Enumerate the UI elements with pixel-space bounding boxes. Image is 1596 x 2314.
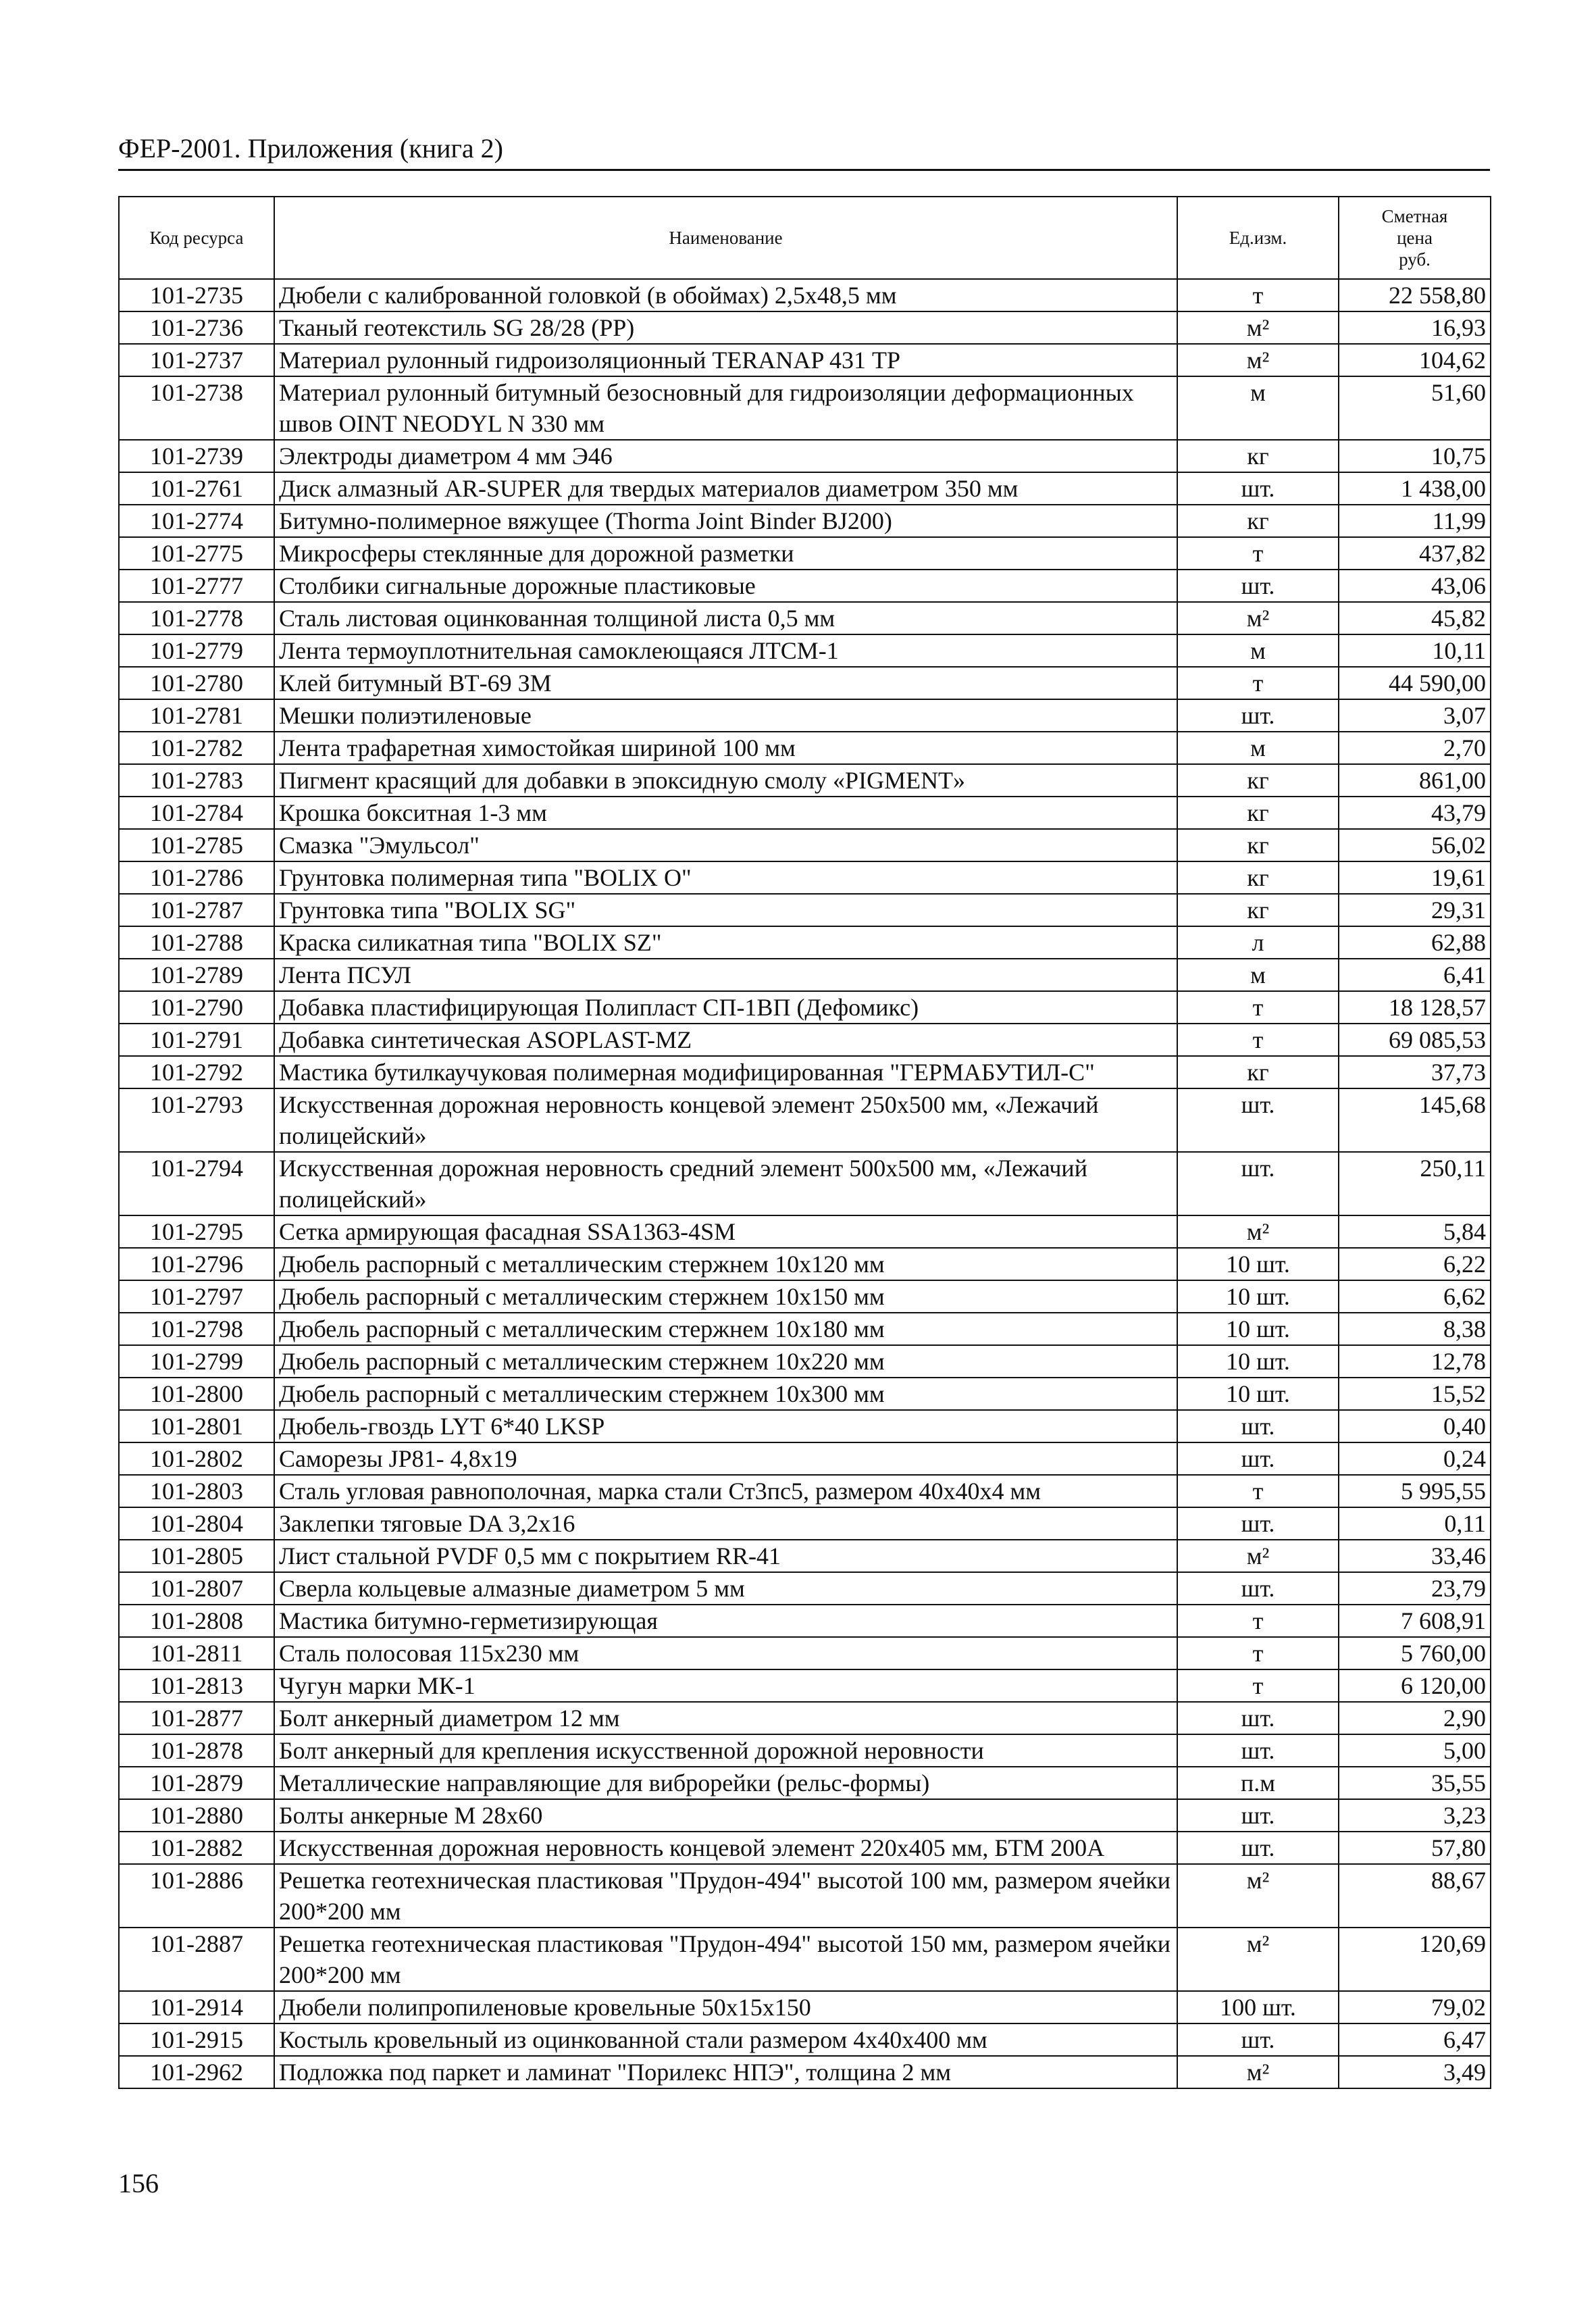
table-row (119, 2023, 1491, 2056)
cell-resource-name: Сверла кольцевые алмазные диаметром 5 мм (274, 1572, 1177, 1605)
cell-resource-code: 101-2781 (119, 699, 274, 732)
column-header-name: Наименование (274, 197, 1177, 279)
cell-resource-code: 101-2880 (119, 1799, 274, 1832)
cell-resource-code: 101-2807 (119, 1572, 274, 1605)
cell-price: 5,00 (1339, 1734, 1491, 1767)
cell-resource-name: Дюбель-гвоздь LYT 6*40 LKSP (274, 1410, 1177, 1442)
cell-price: 44 590,00 (1339, 667, 1491, 699)
cell-resource-code: 101-2791 (119, 1024, 274, 1056)
cell-price: 3,07 (1339, 699, 1491, 732)
cell-unit: кг (1177, 894, 1339, 926)
table-row (119, 1540, 1491, 1572)
column-header-price-line: цена (1397, 228, 1433, 248)
cell-price: 0,11 (1339, 1507, 1491, 1540)
cell-resource-name: Саморезы JP81- 4,8х19 (274, 1442, 1177, 1475)
table-row (119, 1605, 1491, 1637)
table-row (119, 1152, 1491, 1215)
cell-resource-code: 101-2797 (119, 1280, 274, 1313)
table-row (119, 764, 1491, 797)
cell-price: 861,00 (1339, 764, 1491, 797)
cell-resource-name: Болт анкерный для крепления искусственной дорожной неровности (274, 1734, 1177, 1767)
cell-resource-code: 101-2799 (119, 1345, 274, 1378)
cell-price: 37,73 (1339, 1056, 1491, 1088)
cell-resource-name: Чугун марки МК-1 (274, 1669, 1177, 1702)
cell-resource-code: 101-2879 (119, 1767, 274, 1799)
cell-price: 69 085,53 (1339, 1024, 1491, 1056)
cell-resource-name: Дюбель распорный с металлическим стержнем 10х120 мм (274, 1248, 1177, 1280)
table-row (119, 667, 1491, 699)
cell-resource-code: 101-2808 (119, 1605, 274, 1637)
table-body (119, 279, 1491, 2088)
cell-resource-name: Сетка армирующая фасадная SSA1363-4SM (274, 1215, 1177, 1248)
cell-resource-name: Смазка "Эмульсол" (274, 829, 1177, 861)
cell-resource-name: Заклепки тяговые DA 3,2х16 (274, 1507, 1177, 1540)
cell-resource-name: Дюбель распорный с металлическим стержнем 10х150 мм (274, 1280, 1177, 1313)
cell-unit: м² (1177, 1864, 1339, 1928)
cell-resource-code: 101-2877 (119, 1702, 274, 1734)
cell-resource-name: Болт анкерный диаметром 12 мм (274, 1702, 1177, 1734)
cell-unit: м (1177, 959, 1339, 991)
cell-price: 56,02 (1339, 829, 1491, 861)
cell-unit: м² (1177, 1215, 1339, 1248)
table-row (119, 602, 1491, 634)
cell-resource-name: Дюбели с калиброванной головкой (в обоймах) 2,5х48,5 мм (274, 279, 1177, 311)
cell-price: 3,49 (1339, 2056, 1491, 2088)
cell-resource-name: Клей битумный ВТ-69 ЗМ (274, 667, 1177, 699)
cell-resource-name: Искусственная дорожная неровность средний элемент 500х500 мм, «Лежачий полицейский» (274, 1152, 1177, 1215)
cell-price: 6 120,00 (1339, 1669, 1491, 1702)
cell-price: 88,67 (1339, 1864, 1491, 1928)
cell-unit: шт. (1177, 1832, 1339, 1864)
table-row (119, 1669, 1491, 1702)
page-header-title: ФЕР-2001. Приложения (книга 2) (118, 133, 503, 164)
cell-unit: 100 шт. (1177, 1991, 1339, 2023)
table-row (119, 634, 1491, 667)
cell-unit: 10 шт. (1177, 1280, 1339, 1313)
table-row (119, 1637, 1491, 1669)
cell-resource-name: Сталь полосовая 115х230 мм (274, 1637, 1177, 1669)
resource-price-table-container (118, 196, 1490, 2089)
cell-unit: кг (1177, 440, 1339, 472)
cell-resource-code: 101-2735 (119, 279, 274, 311)
table-row (119, 1280, 1491, 1313)
cell-unit: шт. (1177, 1088, 1339, 1152)
cell-price: 5 760,00 (1339, 1637, 1491, 1669)
column-header-unit: Ед.изм. (1177, 197, 1339, 279)
cell-resource-code: 101-2882 (119, 1832, 274, 1864)
cell-resource-name: Микросферы стеклянные для дорожной разметки (274, 537, 1177, 570)
cell-resource-name: Искусственная дорожная неровность концевой элемент 220х405 мм, БТМ 200А (274, 1832, 1177, 1864)
cell-unit: м (1177, 732, 1339, 764)
cell-resource-name: Подложка под паркет и ламинат "Порилекс НПЭ", толщина 2 мм (274, 2056, 1177, 2088)
cell-resource-name: Грунтовка типа "BOLIX SG" (274, 894, 1177, 926)
table-row (119, 537, 1491, 570)
cell-price: 104,62 (1339, 344, 1491, 376)
cell-unit: кг (1177, 797, 1339, 829)
cell-unit: кг (1177, 829, 1339, 861)
table-row (119, 829, 1491, 861)
cell-price: 250,11 (1339, 1152, 1491, 1215)
cell-resource-code: 101-2780 (119, 667, 274, 699)
cell-unit: м (1177, 634, 1339, 667)
column-header-price-line: Сметная (1381, 206, 1448, 226)
resource-price-table (118, 196, 1491, 2089)
column-header-price (1339, 197, 1491, 279)
cell-unit: 10 шт. (1177, 1248, 1339, 1280)
cell-unit: шт. (1177, 472, 1339, 505)
table-row (119, 1024, 1491, 1056)
table-row (119, 1442, 1491, 1475)
cell-resource-code: 101-2962 (119, 2056, 274, 2088)
cell-resource-code: 101-2811 (119, 1637, 274, 1669)
table-row (119, 1928, 1491, 1991)
cell-resource-name: Металлические направляющие для виброрейки (рельс-формы) (274, 1767, 1177, 1799)
cell-unit: шт. (1177, 1702, 1339, 1734)
table-row (119, 505, 1491, 537)
cell-resource-name: Добавка пластифицирующая Полипласт СП-1ВП (Дефомикс) (274, 991, 1177, 1024)
cell-unit: м² (1177, 1928, 1339, 1991)
header-divider (118, 169, 1490, 171)
cell-unit: т (1177, 1024, 1339, 1056)
cell-unit: т (1177, 279, 1339, 311)
table-row (119, 959, 1491, 991)
cell-unit: т (1177, 1669, 1339, 1702)
cell-unit: т (1177, 1475, 1339, 1507)
cell-resource-code: 101-2789 (119, 959, 274, 991)
cell-resource-code: 101-2887 (119, 1928, 274, 1991)
cell-resource-code: 101-2783 (119, 764, 274, 797)
cell-price: 5 995,55 (1339, 1475, 1491, 1507)
cell-price: 6,62 (1339, 1280, 1491, 1313)
cell-resource-name: Лента термоуплотнительная самоклеющаяся ЛТСМ-1 (274, 634, 1177, 667)
cell-resource-name: Пигмент красящий для добавки в эпоксидную смолу «PIGMENT» (274, 764, 1177, 797)
cell-unit: кг (1177, 505, 1339, 537)
cell-resource-name: Краска силикатная типа "BOLIX SZ" (274, 926, 1177, 959)
cell-resource-code: 101-2801 (119, 1410, 274, 1442)
cell-unit: шт. (1177, 1734, 1339, 1767)
cell-resource-name: Сталь угловая равнополочная, марка стали Ст3пс5, размером 40х40х4 мм (274, 1475, 1177, 1507)
table-row (119, 1378, 1491, 1410)
cell-resource-name: Искусственная дорожная неровность концевой элемент 250х500 мм, «Лежачий полицейский» (274, 1088, 1177, 1152)
cell-resource-code: 101-2739 (119, 440, 274, 472)
cell-price: 22 558,80 (1339, 279, 1491, 311)
cell-price: 7 608,91 (1339, 1605, 1491, 1637)
table-row (119, 1799, 1491, 1832)
cell-resource-name: Дюбель распорный с металлическим стержнем 10х220 мм (274, 1345, 1177, 1378)
cell-resource-code: 101-2782 (119, 732, 274, 764)
cell-price: 5,84 (1339, 1215, 1491, 1248)
cell-price: 18 128,57 (1339, 991, 1491, 1024)
cell-resource-name: Костыль кровельный из оцинкованной стали размером 4х40х400 мм (274, 2023, 1177, 2056)
table-row (119, 1056, 1491, 1088)
cell-resource-name: Электроды диаметром 4 мм Э46 (274, 440, 1177, 472)
cell-price: 43,79 (1339, 797, 1491, 829)
table-row (119, 1345, 1491, 1378)
cell-resource-name: Мастика бутилкаучуковая полимерная модифицированная "ГЕРМАБУТИЛ-С" (274, 1056, 1177, 1088)
cell-price: 15,52 (1339, 1378, 1491, 1410)
cell-resource-name: Решетка геотехническая пластиковая "Прудон-494" высотой 150 мм, размером ячейки 200*200 мм (274, 1928, 1177, 1991)
cell-price: 12,78 (1339, 1345, 1491, 1378)
table-row (119, 797, 1491, 829)
table-row (119, 894, 1491, 926)
cell-price: 6,41 (1339, 959, 1491, 991)
table-row (119, 1991, 1491, 2023)
cell-resource-code: 101-2738 (119, 376, 274, 440)
cell-unit: м² (1177, 602, 1339, 634)
table-row (119, 1313, 1491, 1345)
cell-price: 57,80 (1339, 1832, 1491, 1864)
cell-price: 62,88 (1339, 926, 1491, 959)
cell-unit: шт. (1177, 1410, 1339, 1442)
table-row (119, 279, 1491, 311)
cell-resource-name: Дюбель распорный с металлическим стержнем 10х180 мм (274, 1313, 1177, 1345)
table-row (119, 1864, 1491, 1928)
cell-unit: шт. (1177, 699, 1339, 732)
cell-resource-code: 101-2779 (119, 634, 274, 667)
cell-price: 3,23 (1339, 1799, 1491, 1832)
table-row (119, 2056, 1491, 2088)
cell-resource-code: 101-2790 (119, 991, 274, 1024)
cell-price: 11,99 (1339, 505, 1491, 537)
cell-resource-name: Диск алмазный AR-SUPER для твердых материалов диаметром 350 мм (274, 472, 1177, 505)
cell-resource-name: Лента ПСУЛ (274, 959, 1177, 991)
cell-price: 0,24 (1339, 1442, 1491, 1475)
cell-unit: т (1177, 1637, 1339, 1669)
table-row (119, 570, 1491, 602)
table-row (119, 440, 1491, 472)
cell-price: 2,70 (1339, 732, 1491, 764)
table-row (119, 1475, 1491, 1507)
cell-price: 51,60 (1339, 376, 1491, 440)
cell-resource-code: 101-2793 (119, 1088, 274, 1152)
cell-resource-code: 101-2915 (119, 2023, 274, 2056)
table-row (119, 1507, 1491, 1540)
cell-resource-name: Лист стальной PVDF 0,5 мм с покрытием RR-41 (274, 1540, 1177, 1572)
cell-resource-name: Крошка бокситная 1-3 мм (274, 797, 1177, 829)
cell-price: 437,82 (1339, 537, 1491, 570)
table-row (119, 991, 1491, 1024)
cell-resource-code: 101-2737 (119, 344, 274, 376)
cell-resource-code: 101-2778 (119, 602, 274, 634)
cell-price: 29,31 (1339, 894, 1491, 926)
column-header-price-line: руб. (1399, 249, 1431, 270)
cell-resource-name: Мешки полиэтиленовые (274, 699, 1177, 732)
cell-resource-code: 101-2796 (119, 1248, 274, 1280)
cell-resource-code: 101-2787 (119, 894, 274, 926)
cell-price: 43,06 (1339, 570, 1491, 602)
cell-price: 8,38 (1339, 1313, 1491, 1345)
cell-resource-name: Сталь листовая оцинкованная толщиной листа 0,5 мм (274, 602, 1177, 634)
cell-price: 2,90 (1339, 1702, 1491, 1734)
table-row (119, 699, 1491, 732)
cell-resource-name: Дюбель распорный с металлическим стержнем 10х300 мм (274, 1378, 1177, 1410)
cell-unit: м² (1177, 311, 1339, 344)
cell-resource-code: 101-2802 (119, 1442, 274, 1475)
table-row (119, 1248, 1491, 1280)
table-row (119, 926, 1491, 959)
cell-price: 6,22 (1339, 1248, 1491, 1280)
cell-resource-code: 101-2878 (119, 1734, 274, 1767)
cell-price: 6,47 (1339, 2023, 1491, 2056)
cell-resource-code: 101-2804 (119, 1507, 274, 1540)
cell-resource-name: Битумно-полимерное вяжущее (Thorma Joint Binder BJ200) (274, 505, 1177, 537)
cell-unit: т (1177, 667, 1339, 699)
cell-unit: м (1177, 376, 1339, 440)
cell-resource-name: Дюбели полипропиленовые кровельные 50х15х150 (274, 1991, 1177, 2023)
cell-unit: шт. (1177, 1442, 1339, 1475)
cell-resource-code: 101-2798 (119, 1313, 274, 1345)
cell-resource-code: 101-2761 (119, 472, 274, 505)
table-row (119, 472, 1491, 505)
table-row (119, 1088, 1491, 1152)
cell-unit: шт. (1177, 570, 1339, 602)
cell-resource-code: 101-2785 (119, 829, 274, 861)
cell-resource-code: 101-2813 (119, 1669, 274, 1702)
cell-price: 45,82 (1339, 602, 1491, 634)
cell-unit: м² (1177, 344, 1339, 376)
cell-unit: т (1177, 1605, 1339, 1637)
cell-resource-code: 101-2800 (119, 1378, 274, 1410)
table-row (119, 1767, 1491, 1799)
cell-price: 19,61 (1339, 861, 1491, 894)
table-row (119, 1572, 1491, 1605)
cell-resource-name: Материал рулонный битумный безосновный для гидроизоляции деформационных швов OINT NEODYL N 330 мм (274, 376, 1177, 440)
cell-unit: 10 шт. (1177, 1313, 1339, 1345)
cell-unit: м² (1177, 2056, 1339, 2088)
cell-price: 1 438,00 (1339, 472, 1491, 505)
cell-resource-name: Болты анкерные М 28х60 (274, 1799, 1177, 1832)
cell-resource-code: 101-2788 (119, 926, 274, 959)
cell-unit: шт. (1177, 1799, 1339, 1832)
cell-resource-code: 101-2792 (119, 1056, 274, 1088)
cell-resource-name: Материал рулонный гидроизоляционный TERANAP 431 ТР (274, 344, 1177, 376)
table-row (119, 311, 1491, 344)
cell-resource-code: 101-2777 (119, 570, 274, 602)
cell-price: 79,02 (1339, 1991, 1491, 2023)
table-header-row (119, 197, 1491, 279)
cell-resource-name: Грунтовка полимерная типа "BOLIX O" (274, 861, 1177, 894)
cell-price: 145,68 (1339, 1088, 1491, 1152)
cell-price: 10,75 (1339, 440, 1491, 472)
cell-resource-name: Добавка синтетическая ASOPLAST-MZ (274, 1024, 1177, 1056)
table-row (119, 861, 1491, 894)
table-row (119, 1215, 1491, 1248)
cell-resource-name: Столбики сигнальные дорожные пластиковые (274, 570, 1177, 602)
cell-price: 16,93 (1339, 311, 1491, 344)
cell-resource-code: 101-2914 (119, 1991, 274, 2023)
table-row (119, 732, 1491, 764)
cell-unit: шт. (1177, 1507, 1339, 1540)
cell-unit: т (1177, 537, 1339, 570)
cell-resource-code: 101-2795 (119, 1215, 274, 1248)
cell-price: 120,69 (1339, 1928, 1491, 1991)
cell-price: 33,46 (1339, 1540, 1491, 1572)
cell-price: 35,55 (1339, 1767, 1491, 1799)
cell-unit: т (1177, 991, 1339, 1024)
cell-unit: кг (1177, 1056, 1339, 1088)
cell-resource-name: Мастика битумно-герметизирующая (274, 1605, 1177, 1637)
cell-resource-code: 101-2886 (119, 1864, 274, 1928)
cell-unit: м² (1177, 1540, 1339, 1572)
cell-unit: п.м (1177, 1767, 1339, 1799)
cell-price: 23,79 (1339, 1572, 1491, 1605)
cell-unit: кг (1177, 764, 1339, 797)
cell-resource-code: 101-2784 (119, 797, 274, 829)
page-number: 156 (118, 2168, 159, 2198)
cell-resource-code: 101-2803 (119, 1475, 274, 1507)
cell-price: 10,11 (1339, 634, 1491, 667)
cell-resource-code: 101-2774 (119, 505, 274, 537)
cell-resource-code: 101-2805 (119, 1540, 274, 1572)
cell-resource-name: Лента трафаретная химостойкая шириной 100 мм (274, 732, 1177, 764)
table-row (119, 1734, 1491, 1767)
cell-unit: л (1177, 926, 1339, 959)
table-row (119, 344, 1491, 376)
column-header-code: Код ресурса (119, 197, 274, 279)
cell-resource-code: 101-2786 (119, 861, 274, 894)
cell-resource-code: 101-2736 (119, 311, 274, 344)
table-row (119, 1410, 1491, 1442)
table-row (119, 1832, 1491, 1864)
cell-resource-name: Тканый геотекстиль SG 28/28 (PP) (274, 311, 1177, 344)
table-row (119, 1702, 1491, 1734)
cell-resource-code: 101-2775 (119, 537, 274, 570)
cell-resource-code: 101-2794 (119, 1152, 274, 1215)
cell-unit: кг (1177, 861, 1339, 894)
cell-unit: 10 шт. (1177, 1378, 1339, 1410)
cell-resource-name: Решетка геотехническая пластиковая "Прудон-494" высотой 100 мм, размером ячейки 200*200 мм (274, 1864, 1177, 1928)
cell-unit: шт. (1177, 2023, 1339, 2056)
cell-unit: 10 шт. (1177, 1345, 1339, 1378)
cell-unit: шт. (1177, 1572, 1339, 1605)
cell-price: 0,40 (1339, 1410, 1491, 1442)
cell-unit: шт. (1177, 1152, 1339, 1215)
table-row (119, 376, 1491, 440)
